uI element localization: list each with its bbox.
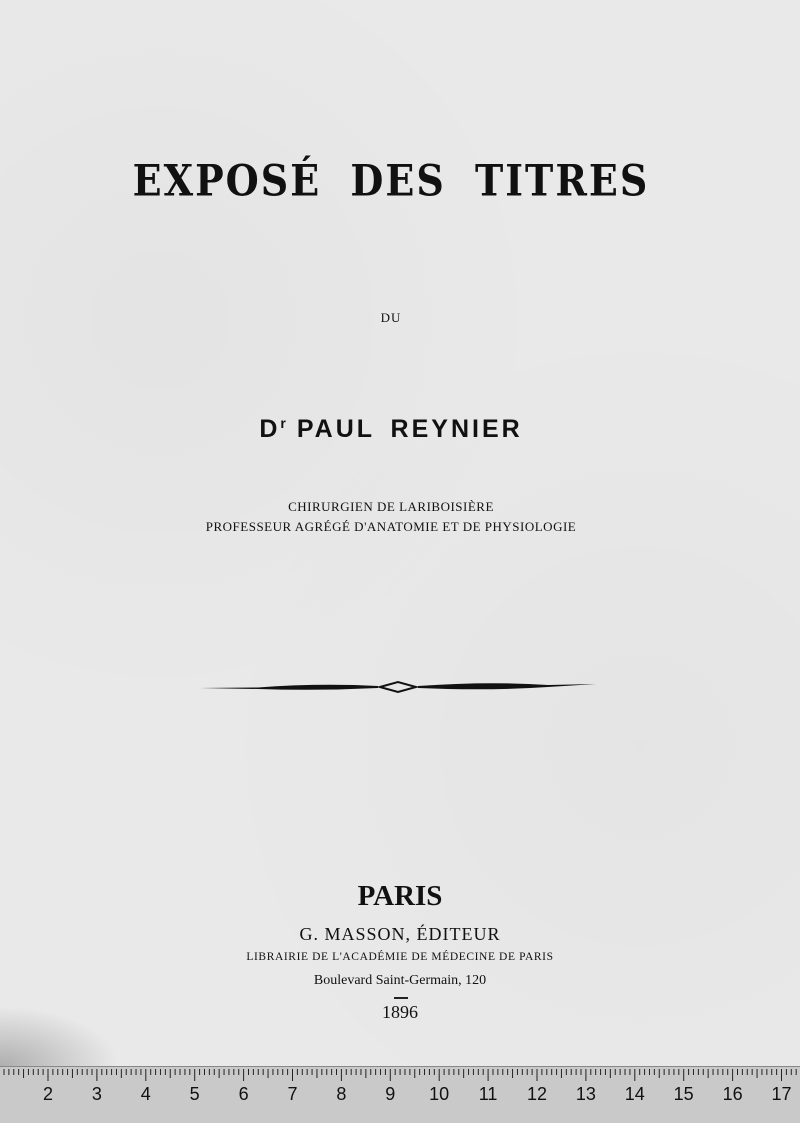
imprint-library: LIBRAIRIE DE L'ACADÉMIE DE MÉDECINE DE PARIS: [246, 951, 554, 963]
ruler-label: 7: [287, 1084, 298, 1104]
ruler-label: 13: [575, 1084, 596, 1104]
imprint-city: PARIS: [357, 880, 443, 912]
author-prefix: D: [259, 415, 281, 443]
ruler-label: 6: [238, 1084, 249, 1104]
imprint-year: 1896: [382, 1002, 418, 1022]
imprint-address: Boulevard Saint-Germain, 120: [313, 973, 487, 988]
ruler-label: 5: [189, 1084, 200, 1104]
ruler-label: 10: [429, 1084, 450, 1104]
ruler-label: 16: [722, 1084, 743, 1104]
ruler-label: 8: [336, 1084, 347, 1104]
ruler-label: 2: [42, 1084, 54, 1104]
ruler-label: 14: [624, 1084, 645, 1104]
page-shadow: [0, 1006, 120, 1066]
author-role-2: PROFESSEUR AGRÉGÉ D'ANATOMIE ET DE PHYSIOLOGIE: [205, 519, 577, 534]
ruler-label: 3: [91, 1084, 102, 1104]
ruler-label: 9: [385, 1084, 396, 1104]
du-text: DU: [380, 310, 402, 325]
document-title: EXPOSÉ DES TITRES: [132, 155, 650, 206]
measuring-ruler: [0, 1066, 800, 1123]
author-full-name: PAUL REYNIER: [296, 415, 523, 443]
ruler-label: 15: [673, 1084, 694, 1104]
ruler-label: 17: [771, 1084, 792, 1104]
author-role-1: CHIRURGIEN DE LARIBOISIÈRE: [288, 499, 494, 514]
decorative-rule-icon: [198, 676, 598, 696]
ruler-label: 12: [526, 1084, 548, 1104]
ruler-label: 4: [140, 1084, 151, 1104]
imprint-publisher: G. MASSON, ÉDITEUR: [299, 924, 501, 944]
imprint-dash: [394, 997, 408, 999]
author-prefix-sup: r: [280, 415, 287, 431]
author-name: [0, 415, 782, 444]
ruler-label: 11: [478, 1084, 498, 1104]
